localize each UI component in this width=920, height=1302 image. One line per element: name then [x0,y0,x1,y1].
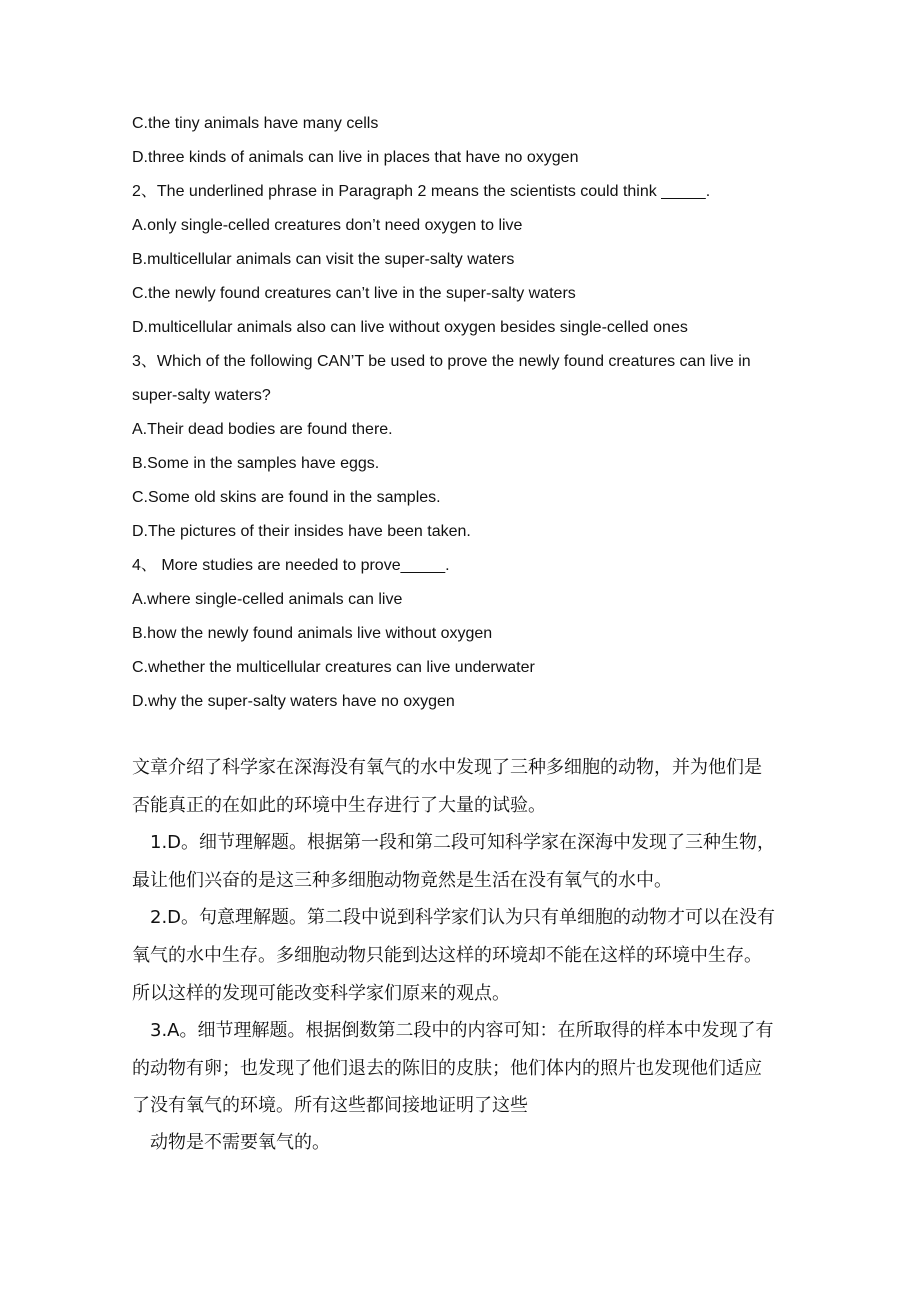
q4-option-b: B.how the newly found animals live without oxygen [132,625,493,642]
q3-stem-line1: 3、Which of the following CAN’T be used to prove the newly found creatures can live in [132,353,751,370]
answer-3-line1: 3.A。细节理解题。根据倒数第二段中的内容可知：在所取得的样本中发现了有 [150,1020,774,1041]
q1-option-d: D.three kinds of animals can live in places that have no oxygen [132,149,579,166]
answer-2-line3: 所以这样的发现可能改变科学家们原来的观点。 [132,983,510,1004]
q4-option-c: C.whether the multicellular creatures can live underwater [132,659,535,676]
analysis-intro-line1: 文章介绍了科学家在深海没有氧气的水中发现了三种多细胞的动物，并为他们是 [132,757,762,778]
q3-stem-line2: super-salty waters? [132,387,271,404]
answer-3-line3: 了没有氧气的环境。所有这些都间接地证明了这些 [132,1095,528,1116]
answer-1-line1: 1.D。细节理解题。根据第一段和第二段可知科学家在深海中发现了三种生物， [150,832,776,853]
answer-3-line4: 动物是不需要氧气的。 [150,1132,330,1153]
q4-option-d: D.why the super-salty waters have no oxygen [132,693,455,710]
answer-3-line2: 的动物有卵；也发现了他们退去的陈旧的皮肤；他们体内的照片也发现他们适应 [132,1058,762,1079]
answer-2-line2: 氧气的水中生存。多细胞动物只能到达这样的环境却不能在这样的环境中生存。 [132,945,762,966]
q2-option-c: C.the newly found creatures can’t live in the super-salty waters [132,285,576,302]
q2-option-b: B.multicellular animals can visit the super-salty waters [132,251,515,268]
q2-option-a: A.only single-celled creatures don’t need oxygen to live [132,217,523,234]
analysis-intro-line2: 否能真正的在如此的环境中生存进行了大量的试验。 [132,795,546,816]
q2-stem: 2、The underlined phrase in Paragraph 2 means the scientists could think _____. [132,183,711,200]
q4-stem: 4、 More studies are needed to prove_____. [132,557,450,574]
q3-option-d: D.The pictures of their insides have been taken. [132,523,471,540]
q1-option-c: C.the tiny animals have many cells [132,115,379,132]
q2-option-d: D.multicellular animals also can live without oxygen besides single-celled ones [132,319,688,336]
q3-option-a: A.Their dead bodies are found there. [132,421,393,438]
q3-option-c: C.Some old skins are found in the samples. [132,489,441,506]
q3-option-b: B.Some in the samples have eggs. [132,455,380,472]
answer-2-line1: 2.D。句意理解题。第二段中说到科学家们认为只有单细胞的动物才可以在没有 [150,907,776,928]
q4-option-a: A.where single-celled animals can live [132,591,403,608]
answer-1-line2: 最让他们兴奋的是这三种多细胞动物竟然是生活在没有氧气的水中。 [132,870,672,891]
